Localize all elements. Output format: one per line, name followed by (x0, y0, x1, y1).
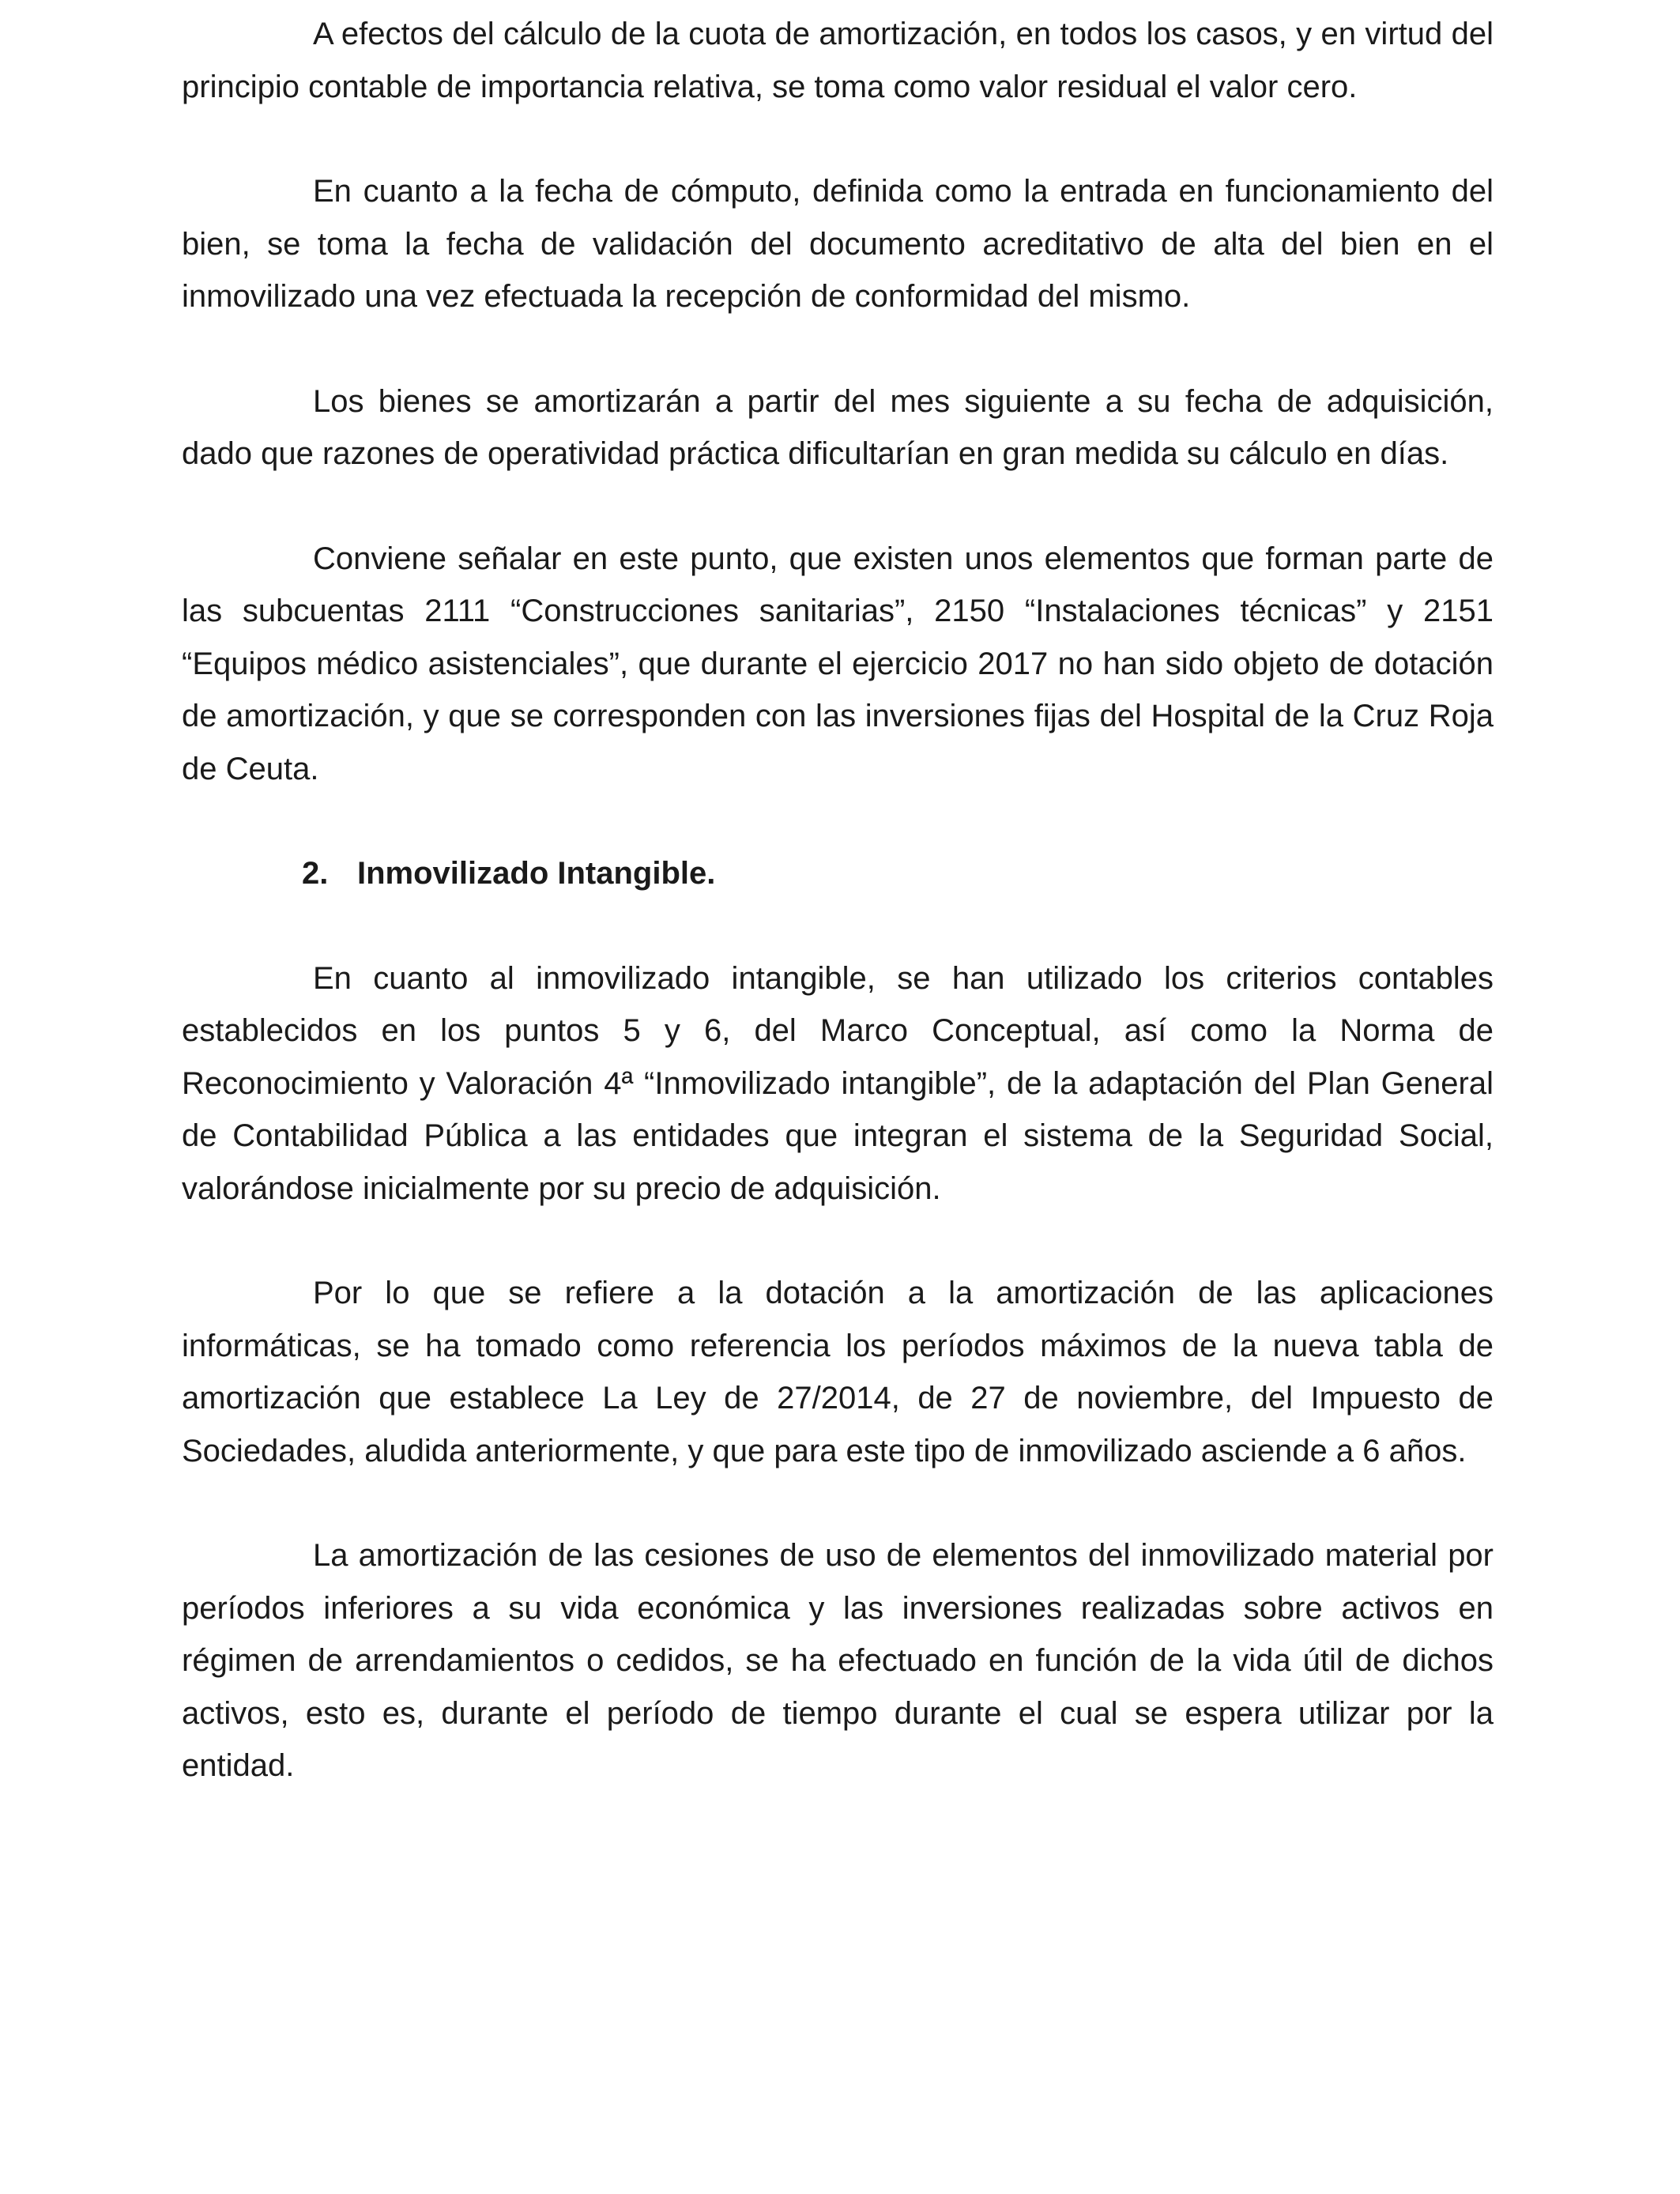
paragraph-computation-date: En cuanto a la fecha de cómputo, definida como la entrada en funcionamiento del bien, se toma la fecha de validación del documento acreditativo de alta del bien en el inmovilizado una vez efectuada la recepción de conformidad del mismo. (182, 174, 1494, 314)
section-number: 2. (302, 856, 329, 891)
section-title: Inmovilizado Intangible. (357, 856, 716, 891)
paragraph-amortization-start: Los bienes se amortizarán a partir del mes siguiente a su fecha de adquisición, dado que razones de operatividad práctica dificultarían en gran medida su cálculo en días. (182, 383, 1494, 471)
paragraph-hospital-assets: Conviene señalar en este punto, que existen unos elementos que forman parte de las subcuentas 2111 “Construcciones sanitarias”, 2150 “Instalaciones técnicas” y 2151 “Equipos médico asistenciales”, que durante el ejercicio 2017 no han sido objeto de dotación de amortización, y que se corresponden con las inversiones fijas del Hospital de la Cruz Roja de Ceuta. (182, 541, 1494, 786)
paragraph-software-amortization: Por lo que se refiere a la dotación a la amortización de las aplicaciones informáticas, se ha tomado como referencia los períodos máximos de la nueva tabla de amortización que establece La Ley de 27/2014, de 27 de noviembre, del Impuesto de Sociedades, aludida anteriormente, y que para este tipo de inmovilizado asciende a 6 años. (182, 1276, 1494, 1468)
paragraph-assignments-of-use: La amortización de las cesiones de uso de elementos del inmovilizado material por períodos inferiores a su vida económica y las inversiones realizadas sobre activos en régimen de arrendamientos o cedidos, se ha efectuado en función de la vida útil de dichos activos, esto es, durante el período de tiempo durante el cual se espera utilizar por la entidad. (182, 1538, 1494, 1783)
paragraph-intangible-criteria: En cuanto al inmovilizado intangible, se han utilizado los criterios contables establecidos en los puntos 5 y 6, del Marco Conceptual, así como la Norma de Reconocimiento y Valoración 4ª “Inmovilizado intangible”, de la adaptación del Plan General de Contabilidad Pública a las entidades que integran el sistema de la Seguridad Social, valorándose inicialmente por su precio de adquisición. (182, 960, 1494, 1206)
paragraph-residual-value: A efectos del cálculo de la cuota de amortización, en todos los casos, y en virtud del principio contable de importancia relativa, se toma como valor residual el valor cero. (182, 17, 1494, 104)
document-body (182, 8, 1494, 1845)
section-heading (182, 847, 1494, 900)
